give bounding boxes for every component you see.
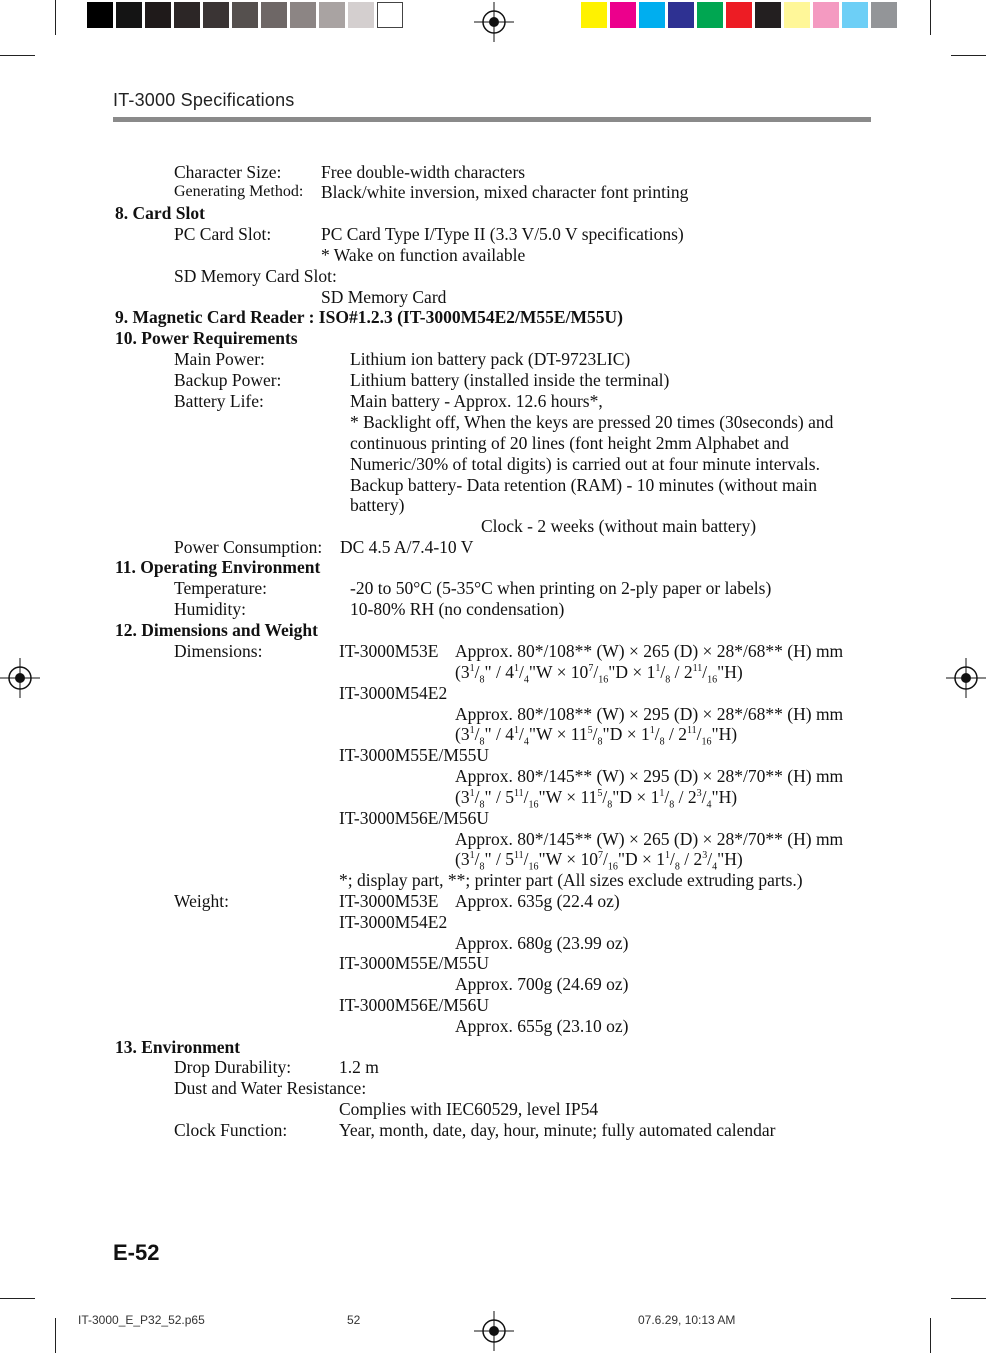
spec-value: PC Card Type I/Type II (3.3 V/5.0 V specifications)	[321, 224, 684, 244]
spec-label: SD Memory Card Slot:	[174, 266, 337, 286]
spec-value: Approx. 80*/145** (W) × 295 (D) × 28*/70** (H) mm	[455, 766, 844, 786]
model-name: IT-3000M56E/M56U	[339, 995, 490, 1015]
spec-label: Power Consumption:	[174, 537, 323, 557]
model-name: IT-3000M54E2	[339, 912, 448, 932]
process-swatch	[842, 2, 868, 28]
section-heading: 12. Dimensions and Weight	[115, 620, 318, 640]
section-heading: 13. Environment	[115, 1037, 241, 1057]
spec-label: Battery Life:	[174, 391, 264, 411]
spec-value: Backup battery- Data retention (RAM) - 10 minutes (without main	[350, 475, 818, 495]
section-heading: 11. Operating Environment	[115, 557, 321, 577]
model-name: IT-3000M55E/M55U	[339, 953, 490, 973]
dimension-inches: ($3^1/_8$" / $5^{11}/_{16}"W$ × $10^7/_{16}"D \times 1^1/_8$ / $2^3/_4"H$)	[455, 849, 743, 873]
process-swatch	[726, 2, 752, 28]
gray-swatch	[116, 2, 142, 28]
gray-swatch	[377, 2, 403, 28]
spec-value: Lithium ion battery pack (DT-9723LIC)	[350, 349, 631, 369]
process-swatch	[697, 2, 723, 28]
gray-swatch	[174, 2, 200, 28]
spec-value: battery)	[350, 495, 405, 515]
registration-mark-bottom-icon	[474, 1311, 514, 1351]
slug-sheet-number: 52	[347, 1313, 361, 1327]
spec-value: Numeric/30% of total digits) is carried out at four minute intervals.	[350, 454, 820, 474]
registration-mark-right-icon	[946, 658, 986, 698]
spec-value: Approx. 80*/108** (W) × 295 (D) × 28*/68** (H) mm	[455, 704, 844, 724]
process-swatch	[610, 2, 636, 28]
spec-value: Free double-width characters	[321, 162, 526, 182]
spec-value: DC 4.5 A/7.4-10 V	[340, 537, 474, 557]
process-swatch	[668, 2, 694, 28]
spec-label: Clock Function:	[174, 1120, 288, 1140]
spec-label: Character Size:	[174, 162, 282, 182]
model-name: IT-3000M55E/M55U	[339, 745, 490, 765]
page-number: E-52	[113, 1240, 160, 1265]
gray-swatch	[348, 2, 374, 28]
spec-label: Temperature:	[174, 578, 268, 598]
dimension-inches: ($3^1/_8$" / $5^{11}/_{16}"W$ × $11^5/_8"D \times 1^1/_8$ / $2^3/_4"H$)	[455, 787, 738, 811]
process-swatch	[784, 2, 810, 28]
gray-swatch	[319, 2, 345, 28]
registration-mark-left-icon	[0, 658, 40, 698]
gray-swatch	[232, 2, 258, 28]
spec-value: Approx. 680g (23.99 oz)	[455, 933, 629, 953]
model-name: IT-3000M53E	[339, 641, 439, 661]
model-name: IT-3000M56E/M56U	[339, 808, 490, 828]
slug-timestamp: 07.6.29, 10:13 AM	[638, 1313, 736, 1327]
section-heading: 9. Magnetic Card Reader : ISO#1.2.3 (IT-3000M54E2/M55E/M55U)	[115, 307, 623, 327]
spec-label: Weight:	[174, 891, 229, 911]
spec-value: * Wake on function available	[321, 245, 526, 265]
registration-mark-top-icon	[474, 2, 514, 42]
spec-value: Black/white inversion, mixed character font printing	[321, 182, 689, 202]
process-swatch	[871, 2, 897, 28]
spec-value: Approx. 80*/145** (W) × 265 (D) × 28*/70** (H) mm	[455, 829, 844, 849]
spec-value: * Backlight off, When the keys are pressed 20 times (30seconds) and	[350, 412, 834, 432]
process-swatch	[581, 2, 607, 28]
header-rule	[113, 117, 871, 122]
spec-label: PC Card Slot:	[174, 224, 272, 244]
slug-file-name: IT-3000_E_P32_52.p65	[78, 1313, 205, 1327]
spec-value: Clock - 2 weeks (without main battery)	[481, 516, 757, 536]
spec-value: Main battery - Approx. 12.6 hours*,	[350, 391, 603, 411]
spec-value: Approx. 655g (23.10 oz)	[455, 1016, 629, 1036]
spec-label: Main Power:	[174, 349, 265, 369]
spec-label: Dust and Water Resistance:	[174, 1078, 367, 1098]
spec-value: Approx. 700g (24.69 oz)	[455, 974, 629, 994]
dimension-inches: ($3^1/_8$" / $4^1/_4"W$ × $10^7/_{16}"D \times 1^1/_8$ / $2^{11}/_{16}"H$)	[455, 662, 743, 686]
section-heading: 8. Card Slot	[115, 203, 205, 223]
spec-value: Year, month, date, day, hour, minute; fully automated calendar	[339, 1120, 776, 1140]
spec-value: Lithium battery (installed inside the terminal)	[350, 370, 670, 390]
model-name: IT-3000M54E2	[339, 683, 448, 703]
dimension-note: *; display part, **; printer part (All sizes exclude extruding parts.)	[339, 870, 803, 890]
spec-value: Approx. 635g (22.4 oz)	[455, 891, 620, 911]
process-swatch	[755, 2, 781, 28]
spec-value: 10-80% RH (no condensation)	[350, 599, 565, 619]
dimension-inches: ($3^1/_8$" / $4^1/_4"W$ × $11^5/_8"D \times 1^1/_8$ / $2^{11}/_{16}"H$)	[455, 724, 738, 748]
process-swatch	[813, 2, 839, 28]
spec-label: Backup Power:	[174, 370, 282, 390]
spec-label: Dimensions:	[174, 641, 263, 661]
spec-value: Approx. 80*/108** (W) × 265 (D) × 28*/68** (H) mm	[455, 641, 844, 661]
spec-value: SD Memory Card	[321, 287, 447, 307]
gray-swatch	[87, 2, 113, 28]
gray-swatch	[290, 2, 316, 28]
gray-swatch	[203, 2, 229, 28]
gray-swatch	[261, 2, 287, 28]
spec-label: Generating Method:	[174, 183, 304, 200]
spec-value: 1.2 m	[339, 1057, 379, 1077]
spec-label: Humidity:	[174, 599, 246, 619]
process-swatch	[639, 2, 665, 28]
spec-value: continuous printing of 20 lines (font height 2mm Alphabet and	[350, 433, 789, 453]
page-header-title: IT-3000 Specifications	[113, 90, 295, 110]
spec-value: -20 to 50°C (5-35°C when printing on 2-ply paper or labels)	[350, 578, 772, 598]
section-heading: 10. Power Requirements	[115, 328, 298, 348]
spec-value: Complies with IEC60529, level IP54	[339, 1099, 599, 1119]
spec-label: Drop Durability:	[174, 1057, 292, 1077]
model-name: IT-3000M53E	[339, 891, 439, 911]
gray-swatch	[145, 2, 171, 28]
